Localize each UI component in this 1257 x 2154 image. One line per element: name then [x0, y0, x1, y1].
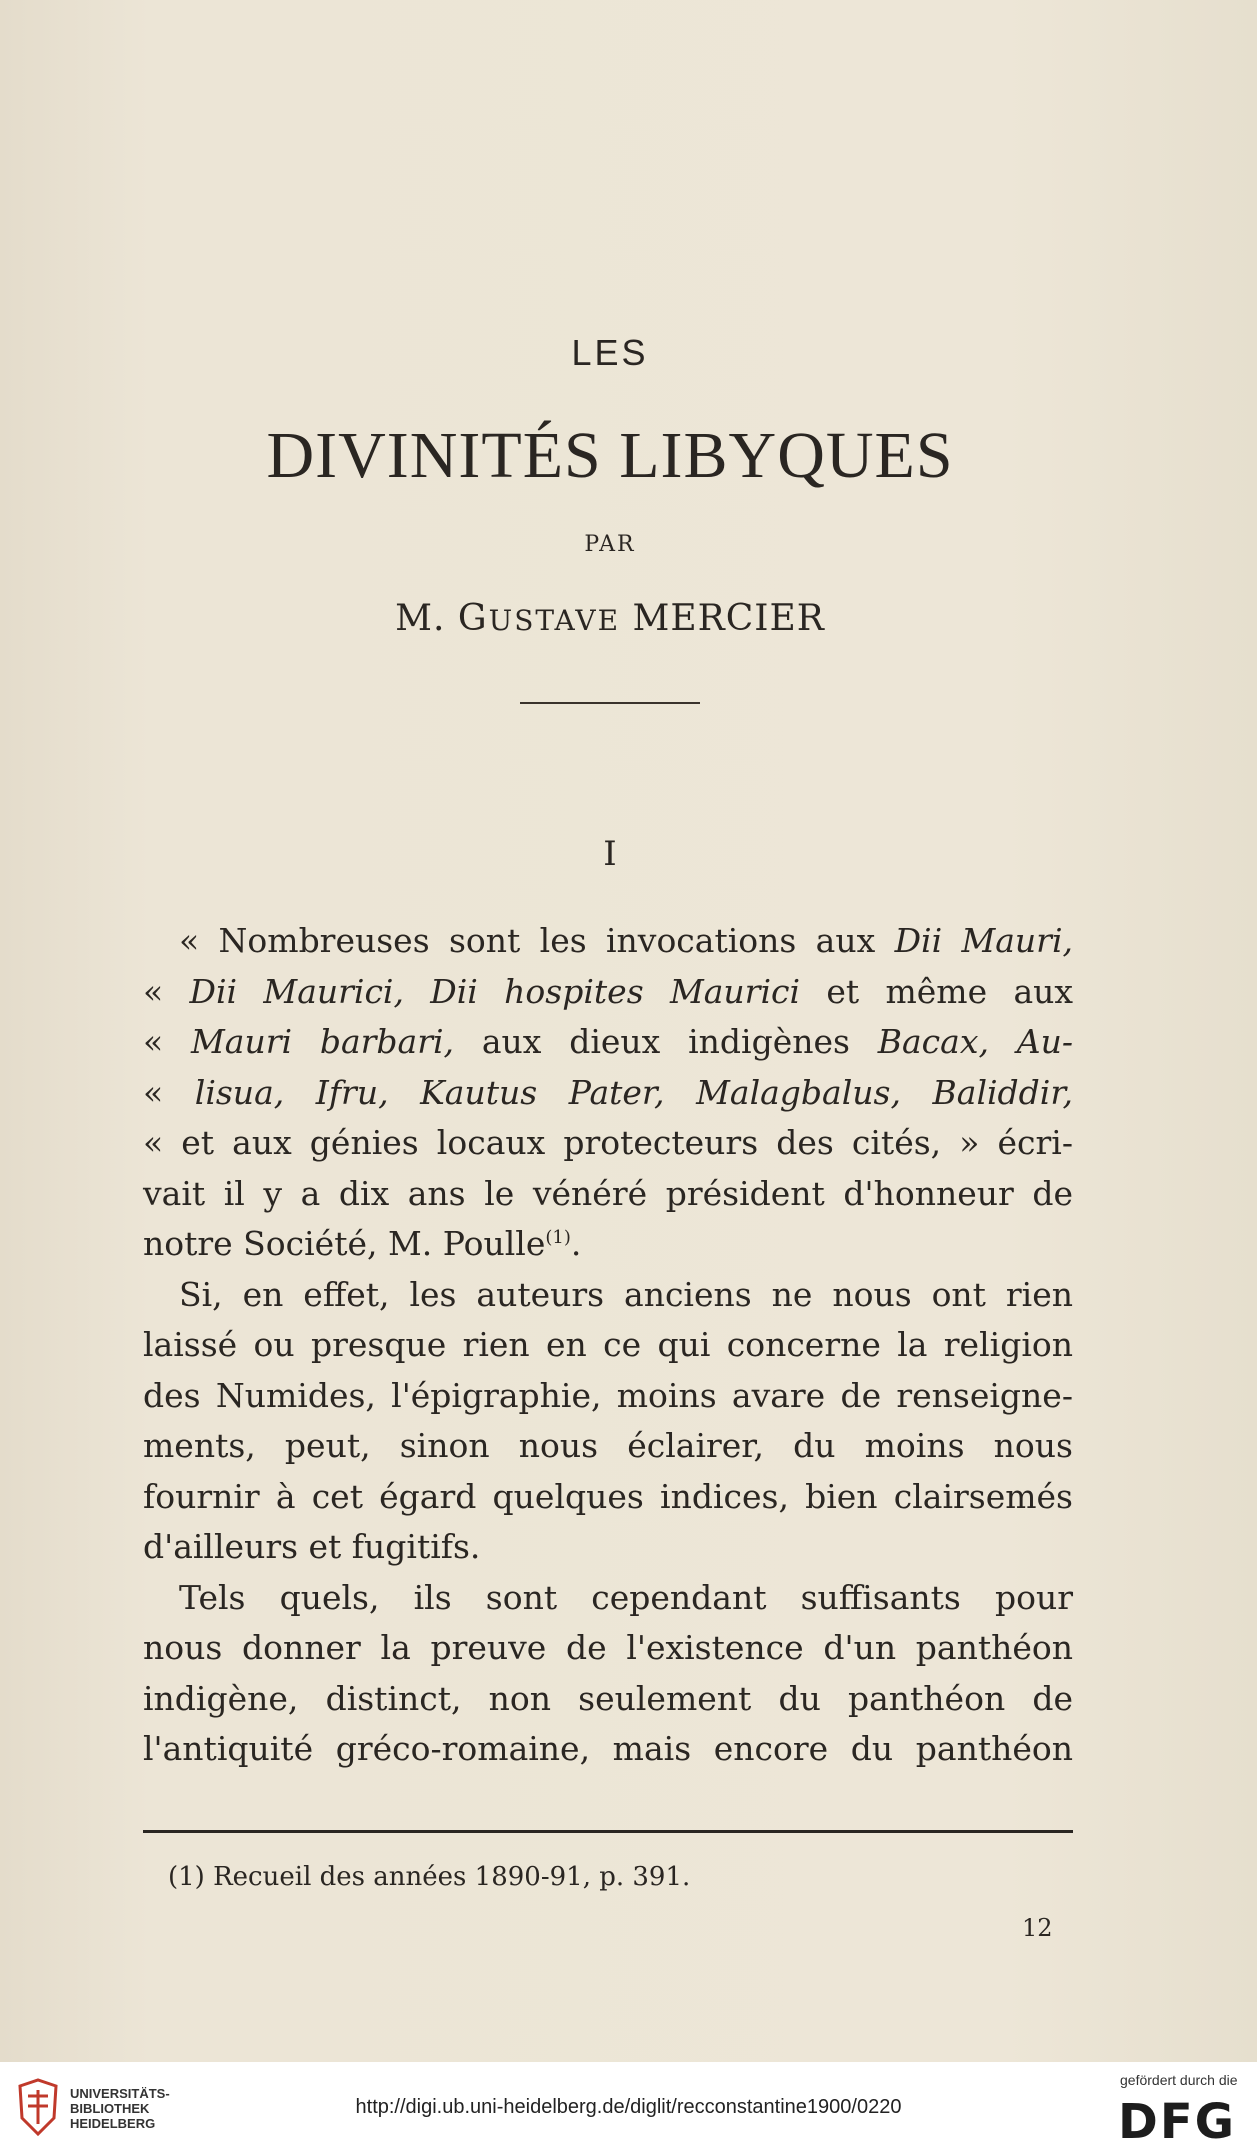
title-divider [520, 702, 700, 704]
author [0, 598, 1220, 639]
body-line: Si, en effet, les auteurs anciens ne nous ont rien [179, 1274, 1073, 1314]
body-line: l'antiquité gréco-romaine, mais encore du panthéon [143, 1729, 1073, 1768]
permalink-url[interactable]: http://digi.ub.uni-heidelberg.de/diglit/recconstantine1900/0220 [355, 2096, 902, 2118]
body-line: ments, peut, sinon nous éclairer, du moins nous [143, 1426, 1073, 1465]
body-line: fournir à cet égard quelques indices, bien clairsemés [143, 1476, 1073, 1516]
body-line: d'ailleurs et fugitifs. [143, 1527, 481, 1566]
library-name: UNIVERSITÄTS- BIBLIOTHEK HEIDELBERG [70, 2086, 170, 2131]
funding-text: gefördert durch die [1120, 2072, 1238, 2088]
footnote-divider [143, 1830, 1073, 1833]
heading-small: LES [571, 332, 649, 373]
author-surname: MERCIER [632, 598, 825, 639]
author-prefix: M. [395, 598, 458, 639]
body-line: « Nombreuses sont les invocations aux Dii Mauri, [179, 921, 1074, 960]
footnote-ref[interactable]: (1) [545, 1227, 571, 1248]
body-line: « Dii Maurici, Dii hospites Maurici et même aux [143, 971, 1073, 1011]
body-line: vait il y a dix ans le vénéré président d'honneur de [143, 1173, 1073, 1213]
body-line: « Mauri barbari, aux dieux indigènes Bacax, Au- [143, 1022, 1073, 1061]
footnote: (1) Recueil des années 1890-91, p. 391. [168, 1862, 691, 1892]
body-line: Tels quels, ils sont cependant suffisants pour [179, 1577, 1073, 1617]
body-line: « et aux génies locaux protecteurs des cités, » écri- [143, 1123, 1073, 1162]
body-line: indigène, distinct, non seulement du panthéon de [143, 1678, 1073, 1718]
body-line: laissé ou presque rien en ce qui concerne la religion [143, 1325, 1073, 1364]
section-numeral: I [603, 834, 617, 874]
body-text [143, 916, 1073, 1775]
body-line: nous donner la preuve de l'existence d'un panthéon [143, 1628, 1073, 1667]
page-number: 12 [1022, 1914, 1053, 1942]
byline-par: PAR [584, 532, 636, 557]
viewer-footer [0, 2062, 1257, 2154]
body-line: des Numides, l'épigraphie, moins avare de renseigne- [143, 1375, 1073, 1415]
body-line: notre Société, M. Poulle$^{(1)}$. [143, 1224, 582, 1263]
page-title: DIVINITÉS LIBYQUES [266, 419, 954, 492]
dfg-logo: DFG [1118, 2094, 1237, 2150]
author-given-name: GUSTAVE [457, 598, 621, 639]
body-line: « lisua, Ifru, Kautus Pater, Malagbalus, Baliddir, [143, 1072, 1074, 1112]
